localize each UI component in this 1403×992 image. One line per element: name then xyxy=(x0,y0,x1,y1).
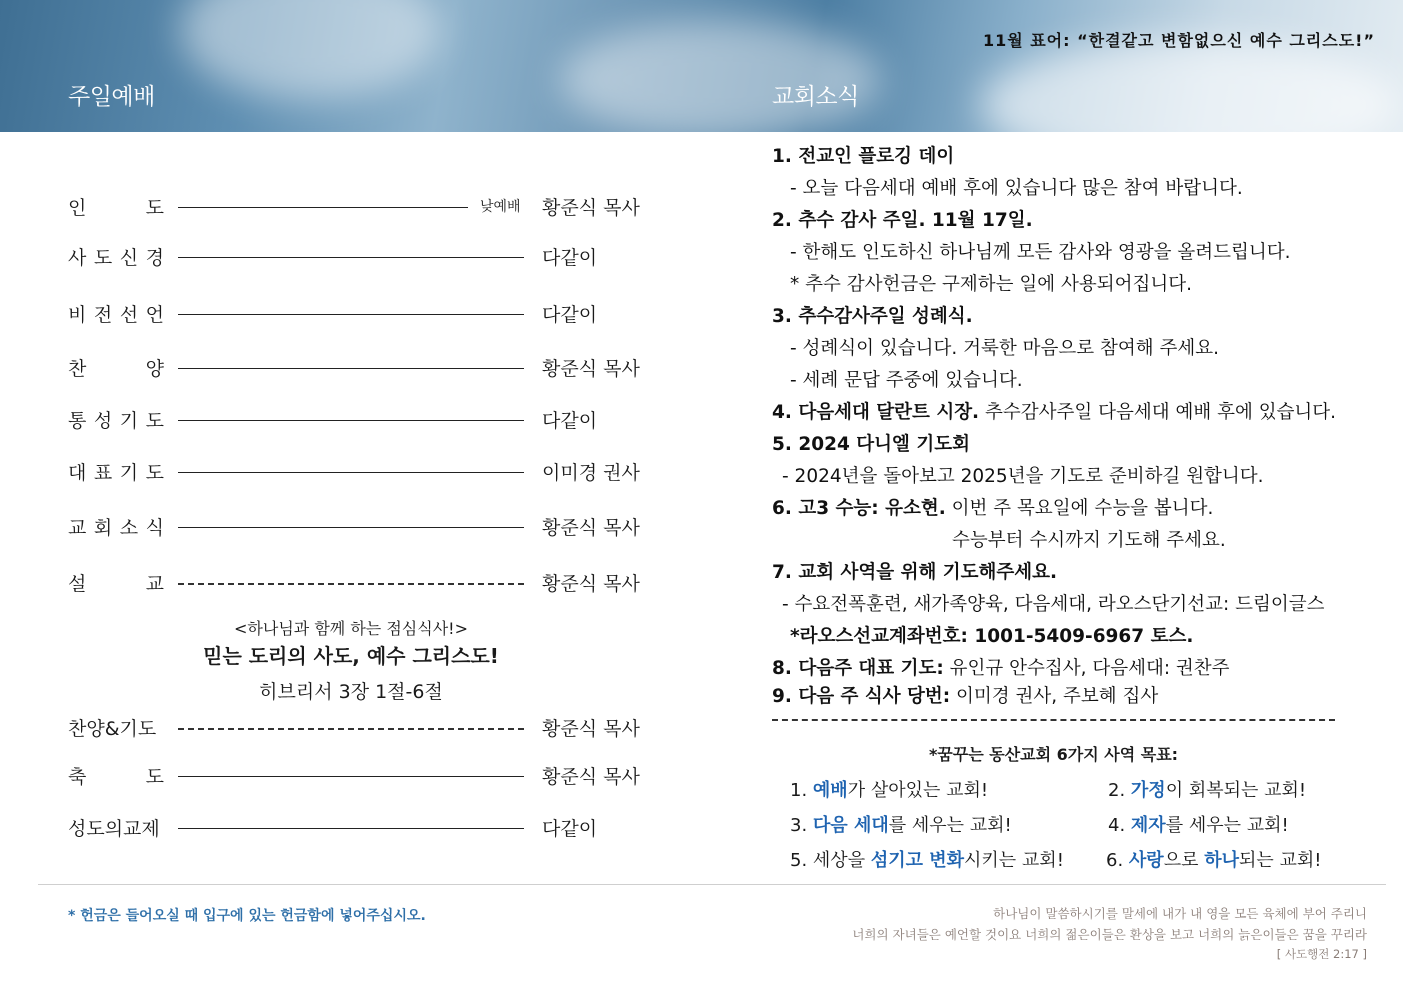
order-label: 축 도 xyxy=(68,766,164,788)
news-item-detail: - 오늘 다음세대 예배 후에 있습니다 많은 참여 바랍니다. xyxy=(790,178,1243,199)
goal-item: 3. 다음 세대를 세우는 교회! xyxy=(790,815,1012,836)
leader-line xyxy=(178,257,524,258)
monthly-motto: 11월 표어: “한결같고 변함없으신 예수 그리스도!” xyxy=(982,31,1375,50)
news-item-8 xyxy=(772,654,1230,680)
goal-item: 1. 예배가 살아있는 교회! xyxy=(790,780,989,801)
worship-section-title: 주일예배 xyxy=(68,84,155,110)
order-row-creed xyxy=(68,243,668,273)
order-label: 사 도 신 경 xyxy=(68,247,164,269)
goal-item: 4. 제자를 세우는 교회! xyxy=(1108,815,1289,836)
news-item-title: 2. 추수 감사 주일. 11월 17일. xyxy=(772,210,1033,231)
order-person: 이미경 권사 xyxy=(542,462,640,484)
order-person: 황준식 목사 xyxy=(542,358,640,380)
order-person: 황준식 목사 xyxy=(542,766,640,788)
leader-line xyxy=(178,728,524,730)
header-banner xyxy=(0,0,1403,132)
verse-line: 너희의 자녀들은 예언할 것이요 너희의 젊은이들은 환상을 보고 너희의 늙은이들은 꿈을 꾸리라 xyxy=(852,927,1367,942)
leader-line xyxy=(178,420,524,421)
news-item-detail: - 2024년을 돌아보고 2025년을 기도로 준비하길 원합니다. xyxy=(782,466,1264,487)
news-item-title: 7. 교회 사역을 위해 기도해주세요. xyxy=(772,562,1058,583)
news-item-title: 8. 다음주 대표 기도: xyxy=(772,658,944,679)
order-person: 다같이 xyxy=(542,304,598,326)
news-item-detail: 유인규 안수집사, 다음세대: 권찬주 xyxy=(943,658,1230,679)
news-item-6 xyxy=(772,494,1213,520)
goal-item: 5. 세상을 섬기고 변화시키는 교회! xyxy=(790,850,1064,871)
order-row-news xyxy=(68,513,668,543)
cloud-decoration xyxy=(980,40,1400,132)
order-row-praise xyxy=(68,354,668,384)
news-item-detail: 수능부터 수시까지 기도해 주세요. xyxy=(952,530,1226,551)
cloud-decoration xyxy=(560,20,880,132)
order-person: 다같이 xyxy=(542,818,598,840)
order-row-vision xyxy=(68,300,668,330)
news-item-title: 6. 고3 수능: 유소현. xyxy=(772,498,946,519)
order-label: 인 도 xyxy=(68,197,164,219)
news-item-detail: * 추수 감사헌금은 구제하는 일에 사용되어집니다. xyxy=(790,274,1192,295)
leader-line xyxy=(178,828,524,829)
order-row-leader xyxy=(68,193,668,223)
leader-line xyxy=(178,776,524,777)
sermon-title: 믿는 도리의 사도, 예수 그리스도! xyxy=(203,644,499,668)
order-label: 대 표 기 도 xyxy=(68,462,164,484)
news-item-detail: *라오스선교계좌번호: 1001-5409-6967 토스. xyxy=(790,626,1194,647)
offering-notice: * 헌금은 들어오실 때 입구에 있는 헌금함에 넣어주십시오. xyxy=(68,908,426,924)
order-label: 통 성 기 도 xyxy=(68,410,164,432)
news-divider xyxy=(772,719,1335,721)
verse-reference: [ 사도행전 2:17 ] xyxy=(1276,947,1367,961)
leader-line xyxy=(178,314,524,315)
news-item-title: 5. 2024 다니엘 기도회 xyxy=(772,434,970,455)
news-item-title: 1. 전교인 플로깅 데이 xyxy=(772,146,955,167)
order-row-praise-prayer xyxy=(68,714,668,744)
order-person: 황준식 목사 xyxy=(542,718,640,740)
order-person: 다같이 xyxy=(542,247,598,269)
news-section-title: 교회소식 xyxy=(772,84,859,110)
order-label: 찬양&기도 xyxy=(68,718,157,740)
news-item-title: 9. 다음 주 식사 당번: xyxy=(772,686,951,707)
leader-line xyxy=(178,368,524,369)
order-row-fellowship xyxy=(68,814,668,844)
order-row-sermon xyxy=(68,569,668,599)
cloud-decoration xyxy=(180,0,440,100)
leader-line xyxy=(178,527,524,528)
news-item-detail: 이번 주 목요일에 수능을 봅니다. xyxy=(945,498,1214,519)
goal-item: 6. 사랑으로 하나되는 교회! xyxy=(1106,850,1322,871)
leader-line xyxy=(178,472,524,473)
news-item-9 xyxy=(772,682,1158,708)
service-note: 낮예배 xyxy=(480,199,521,215)
order-label: 비 전 선 언 xyxy=(68,304,164,326)
leader-line xyxy=(178,583,524,585)
footer-divider xyxy=(38,884,1386,885)
order-person: 황준식 목사 xyxy=(542,517,640,539)
order-person: 다같이 xyxy=(542,410,598,432)
order-label: 성도의교제 xyxy=(68,818,160,840)
news-item-detail: - 성례식이 있습니다. 거룩한 마음으로 참여해 주세요. xyxy=(790,338,1220,359)
news-item-title: 3. 추수감사주일 성례식. xyxy=(772,306,973,327)
sermon-subtitle: <하나님과 함께 하는 점심식사!> xyxy=(234,619,468,638)
news-item-detail: 이미경 권사, 주보혜 집사 xyxy=(950,686,1159,707)
news-item-title: 4. 다음세대 달란트 시장. xyxy=(772,402,980,423)
verse-line: 하나님이 말씀하시기를 말세에 내가 내 영을 모든 육체에 부어 주리니 xyxy=(993,906,1367,921)
news-item-detail: - 수요전폭훈련, 새가족양육, 다음세대, 라오스단기선교: 드림이글스 xyxy=(782,594,1325,615)
news-item-detail: 추수감사주일 다음세대 예배 후에 있습니다. xyxy=(979,402,1337,423)
goal-item: 2. 가정이 회복되는 교회! xyxy=(1108,780,1307,801)
order-person: 황준식 목사 xyxy=(542,573,640,595)
order-label: 찬 양 xyxy=(68,358,164,380)
news-item-detail: - 한해도 인도하신 하나님께 모든 감사와 영광을 올려드립니다. xyxy=(790,242,1291,263)
goals-title: *꿈꾸는 동산교회 6가지 사역 목표: xyxy=(928,745,1179,764)
order-row-prayer xyxy=(68,406,668,436)
order-person: 황준식 목사 xyxy=(542,197,640,219)
order-row-rep-prayer xyxy=(68,458,668,488)
order-label: 설 교 xyxy=(68,573,164,595)
leader-line xyxy=(178,207,468,208)
news-item-detail: - 세례 문답 주중에 있습니다. xyxy=(790,370,1023,391)
sermon-scripture: 히브리서 3장 1절-6절 xyxy=(259,681,443,703)
news-item-4 xyxy=(772,398,1336,424)
order-label: 교 회 소 식 xyxy=(68,517,164,539)
order-row-benediction xyxy=(68,762,668,792)
